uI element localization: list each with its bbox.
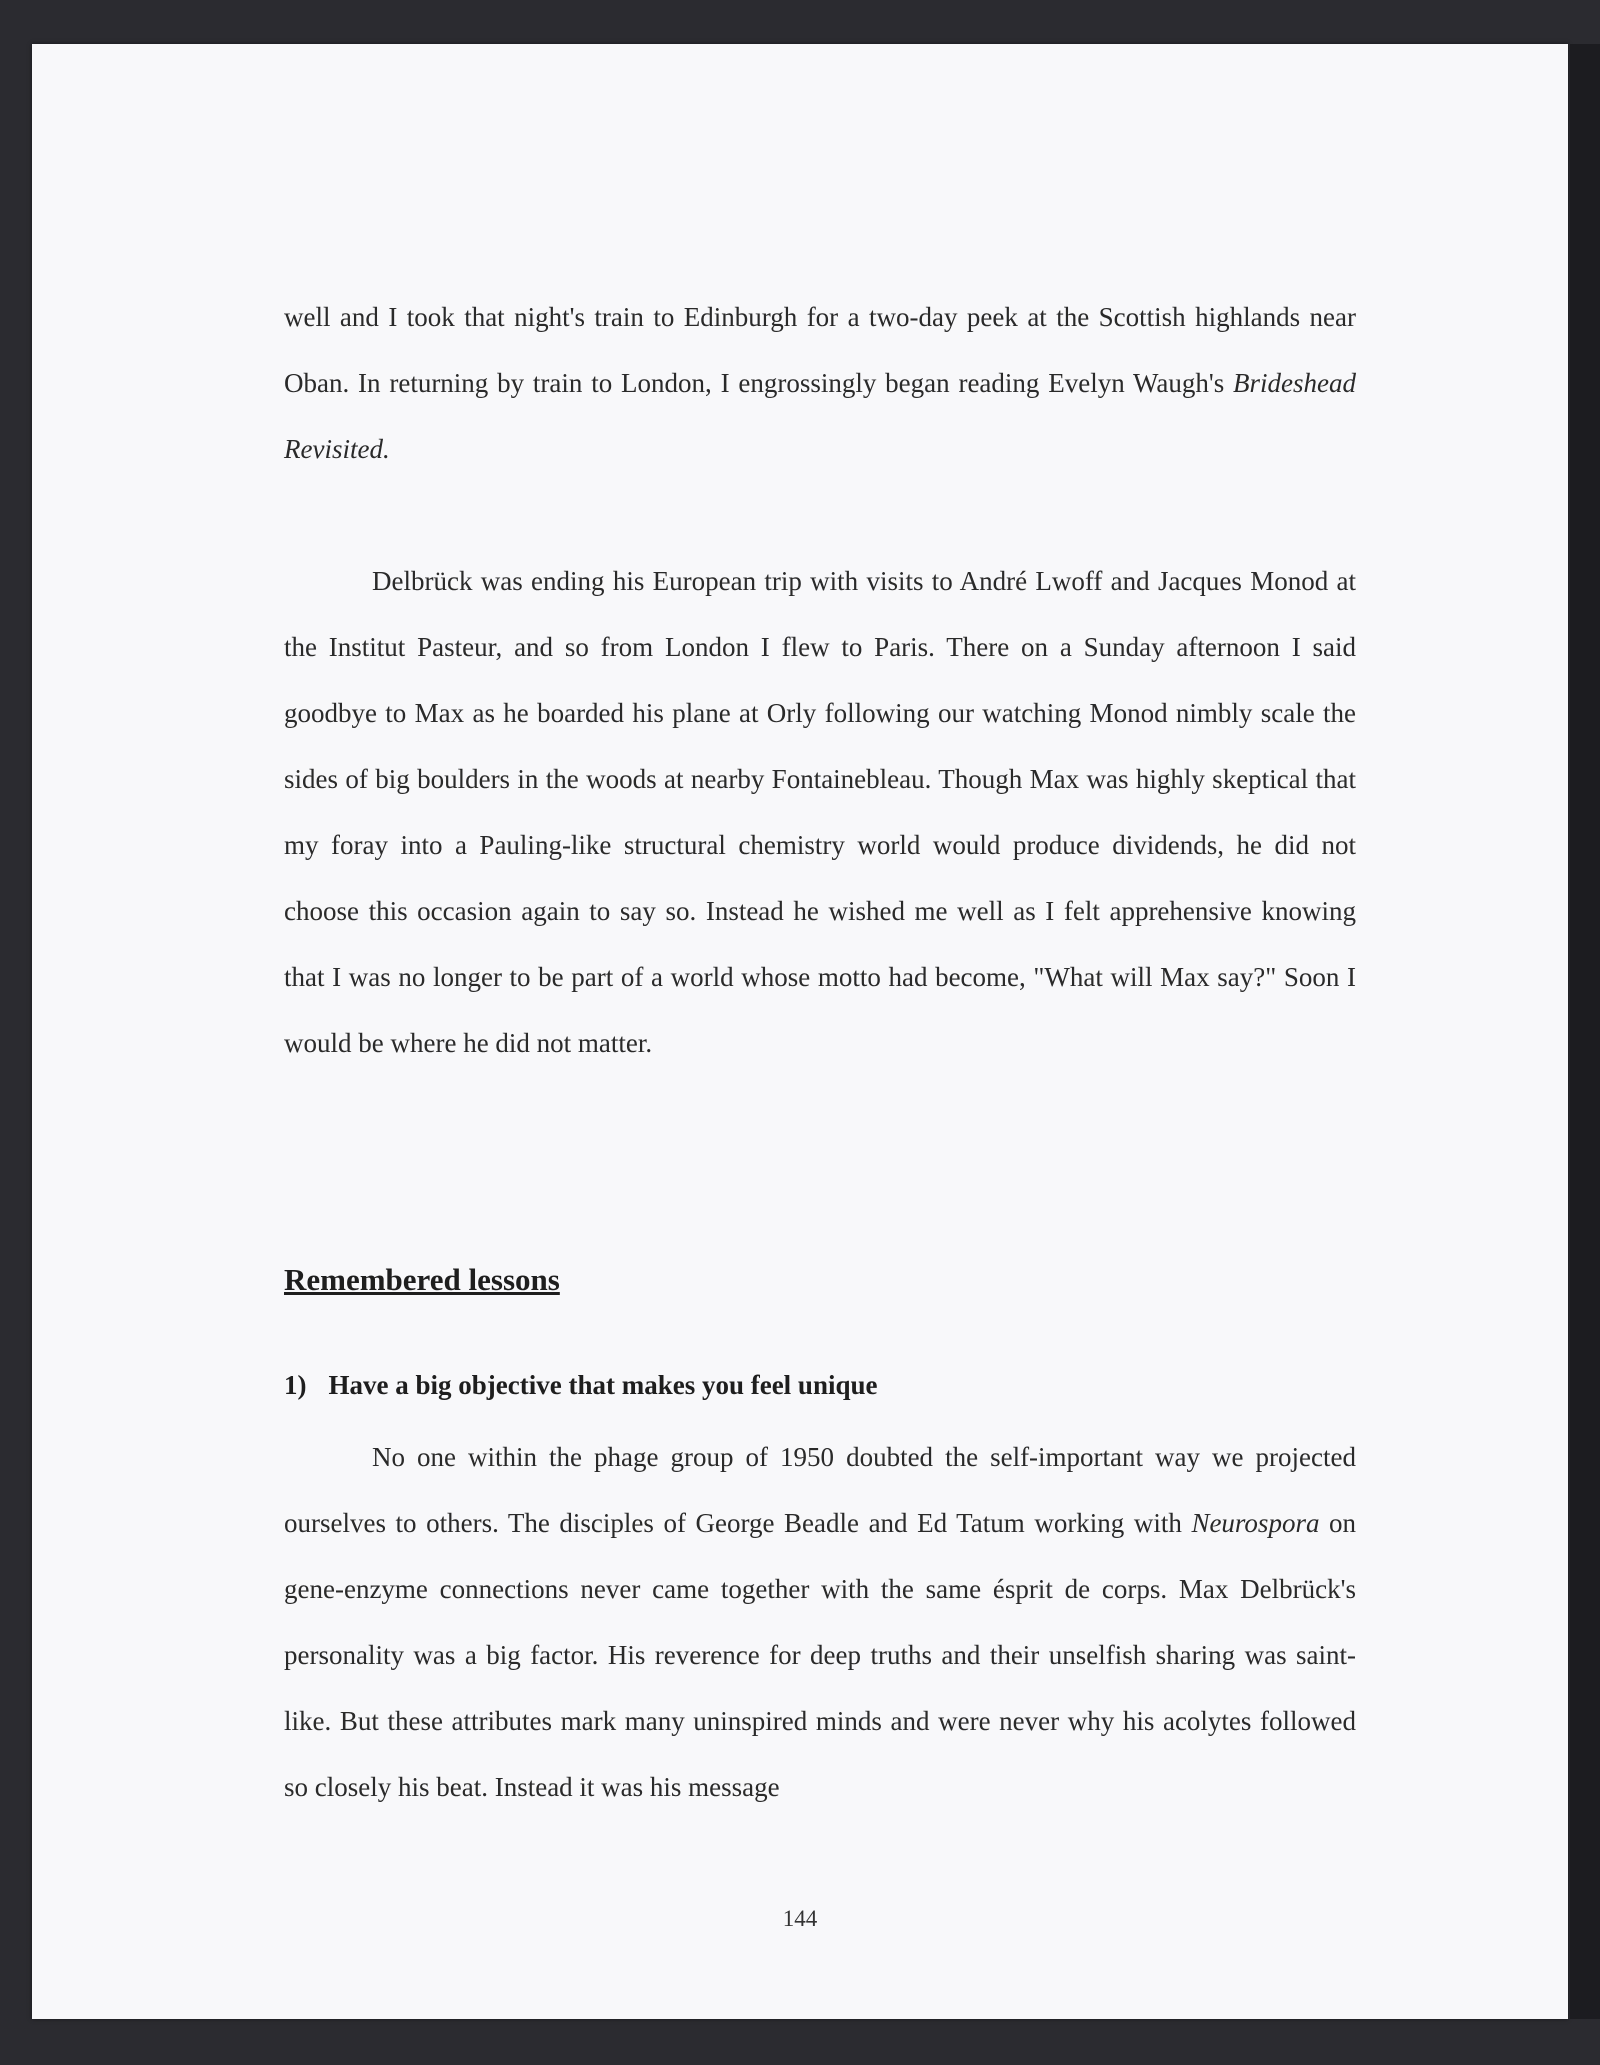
page-number: 144	[782, 1906, 818, 1931]
lesson-1-heading	[284, 1370, 877, 1401]
book-title-italic: Brideshead Revisited.	[284, 368, 1356, 464]
paragraph-3-text: No one within the phage group of 1950 doubted the self-important way we projected ourselves to others. The disciples of George Beadle and Ed Tatum working with	[284, 1442, 1356, 1538]
document-page	[32, 44, 1568, 2019]
paragraph-3-tail: on gene-enzyme connections never came together with the same ésprit de corps. Max Delbrück's personality was a big factor. His reverence for deep truths and their unselfish sharing was saint-like. But these attributes mark many uninspired minds and were never why his acolytes followed so closely his beat. Instead it was his message	[284, 1508, 1357, 1802]
neurospora-italic: Neurospora	[1191, 1508, 1320, 1538]
lesson-1-number: 1)	[284, 1370, 307, 1400]
paragraph-1-text: well and I took that night's train to Edinburgh for a two-day peek at the Scottish highlands near Oban. In returning by train to London, I engrossingly began reading Evelyn Waugh's	[284, 302, 1356, 398]
lesson-1-title: Have a big objective that makes you feel unique	[328, 1370, 878, 1400]
paragraph-1	[284, 284, 1356, 482]
section-heading: Remembered lessons	[284, 1262, 560, 1297]
scan-edge	[1570, 44, 1600, 2019]
paragraph-3	[284, 1424, 1356, 1820]
paragraph-2: Delbrück was ending his European trip with visits to André Lwoff and Jacques Monod at the Institut Pasteur, and so from London I flew to Paris. There on a Sunday afternoon I said goodbye to Max as he boarded his plane at Orly following our watching Monod nimbly scale the sides of big boulders in the woods at nearby Fontainebleau. Though Max was highly skeptical that my foray into a Pauling-like structural chemistry world would produce dividends, he did not choose this occasion again to say so. Instead he wished me well as I felt apprehensive knowing that I was no longer to be part of a world whose motto had become, "What will Max say?" Soon I would be where he did not matter.	[284, 566, 1356, 1058]
